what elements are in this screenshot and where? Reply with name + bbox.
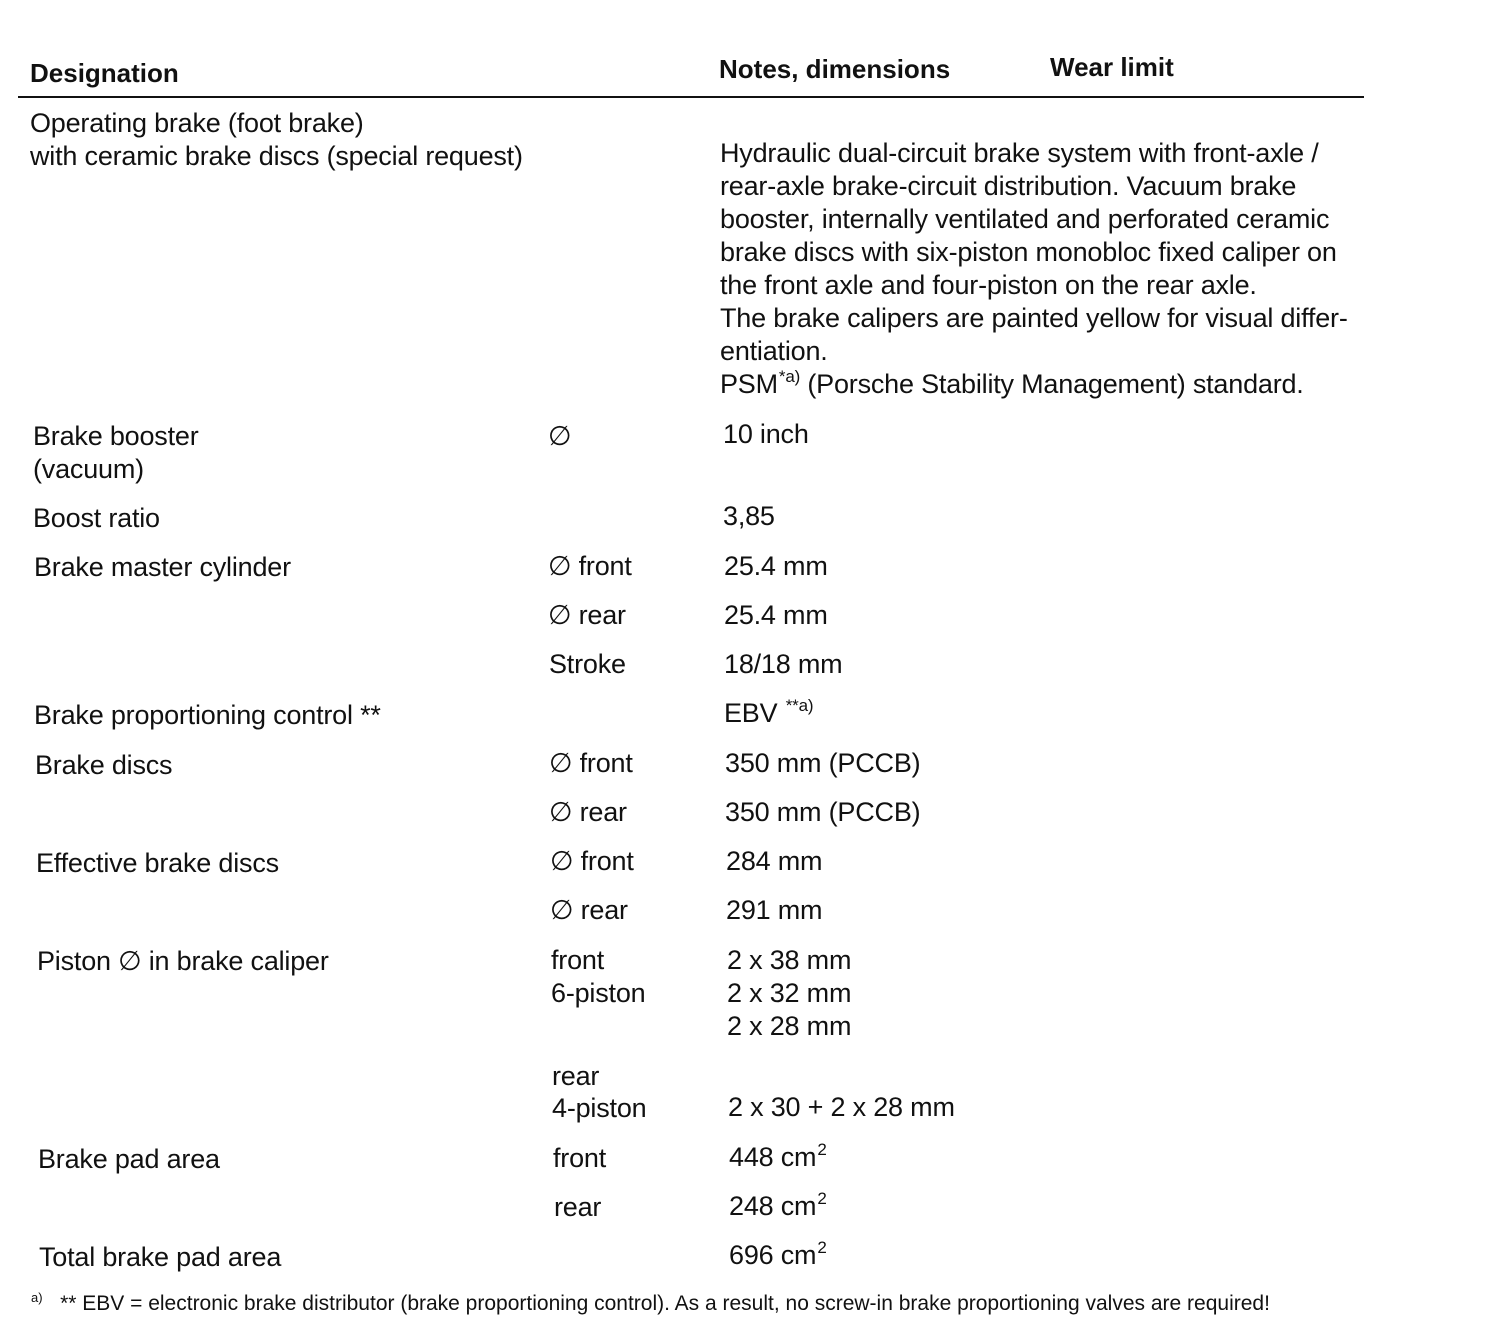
ebv-label: EBV [724, 698, 778, 728]
row-qualifier: ∅ front [549, 748, 633, 778]
row-value: 2 x 28 mm [727, 1011, 852, 1041]
row-value: 350 mm (PCCB) [725, 748, 921, 778]
row-label: Brake proportioning control ** [34, 700, 381, 730]
row-qualifier-sub: 4-piston [552, 1093, 647, 1123]
row-qualifier: ∅ front [548, 551, 632, 581]
ebv-footnote-mark: **a) [785, 696, 814, 715]
header-rule [18, 96, 1364, 98]
row-value: 18/18 mm [724, 649, 843, 679]
intro-desc-line: entiation. [720, 336, 828, 366]
intro-desc-line: the front axle and four-piston on the rear axle. [720, 270, 1257, 300]
row-qualifier: Stroke [549, 649, 626, 679]
squared-mark: 2 [817, 1140, 827, 1159]
intro-desc-line: booster, internally ventilated and perforated ceramic [720, 204, 1330, 234]
row-label: Piston ∅ in brake caliper [37, 946, 329, 976]
row-value: 350 mm (PCCB) [725, 797, 921, 827]
row-label: Brake discs [35, 750, 173, 780]
psm-footnote-mark: *a) [778, 367, 801, 386]
row-value: 291 mm [726, 895, 823, 925]
row-qualifier: rear [554, 1192, 602, 1222]
row-symbol: ∅ [548, 421, 572, 451]
row-qualifier-sub: 6-piston [551, 978, 646, 1008]
header-notes: Notes, dimensions [719, 54, 951, 84]
pad-rear-value: 248 cm [729, 1191, 817, 1221]
row-label: Brake booster [33, 421, 199, 451]
row-label: Total brake pad area [39, 1242, 282, 1272]
row-qualifier: ∅ rear [548, 600, 626, 630]
squared-mark: 2 [817, 1238, 827, 1257]
psm-rest: (Porsche Stability Management) standard. [800, 369, 1304, 399]
row-label: Effective brake discs [36, 848, 279, 878]
row-label: Boost ratio [33, 503, 160, 533]
footnote-marker: a) [31, 1290, 43, 1305]
row-value: 2 x 32 mm [727, 978, 852, 1008]
row-value [724, 697, 813, 730]
row-value [729, 1239, 827, 1272]
intro-desc-line: rear-axle brake-circuit distribution. Vacuum brake [720, 171, 1297, 201]
row-qualifier: rear [552, 1061, 600, 1091]
row-qualifier: front [551, 945, 605, 975]
row-value [729, 1190, 827, 1223]
row-qualifier: ∅ rear [549, 797, 627, 827]
footnote [30, 1292, 1270, 1316]
row-label: Brake master cylinder [34, 552, 291, 582]
row-label: Brake pad area [38, 1144, 220, 1174]
intro-desc-line: The brake calipers are painted yellow for visual differ- [720, 303, 1348, 333]
row-value: 284 mm [726, 846, 823, 876]
intro-psm-line [720, 368, 1304, 401]
row-value [729, 1141, 827, 1174]
intro-title-line2: with ceramic brake discs (special request) [30, 141, 523, 171]
row-qualifier: ∅ front [550, 846, 634, 876]
header-wear-limit: Wear limit [1050, 52, 1174, 82]
intro-desc-line: brake discs with six-piston monobloc fixed caliper on [720, 237, 1337, 267]
intro-desc-line: Hydraulic dual-circuit brake system with front-axle / [720, 138, 1319, 168]
total-value: 696 cm [729, 1240, 817, 1270]
footnote-text: ** EBV = electronic brake distributor (brake proportioning control). As a result, no screw-in brake proportioning valves are required! [60, 1292, 1270, 1315]
row-value: 2 x 38 mm [727, 945, 852, 975]
intro-title-line1: Operating brake (foot brake) [30, 108, 364, 138]
row-value: 10 inch [723, 419, 809, 449]
header-designation: Designation [30, 58, 179, 88]
psm-label: PSM [720, 369, 778, 399]
row-qualifier: front [553, 1143, 607, 1173]
pad-front-value: 448 cm [729, 1142, 817, 1172]
row-value: 25.4 mm [724, 600, 828, 630]
row-label-sub: (vacuum) [33, 454, 144, 484]
row-value: 2 x 30 + 2 x 28 mm [728, 1092, 955, 1122]
row-value: 3,85 [723, 501, 775, 531]
row-qualifier: ∅ rear [550, 895, 628, 925]
squared-mark: 2 [817, 1189, 827, 1208]
row-value: 25.4 mm [724, 551, 828, 581]
